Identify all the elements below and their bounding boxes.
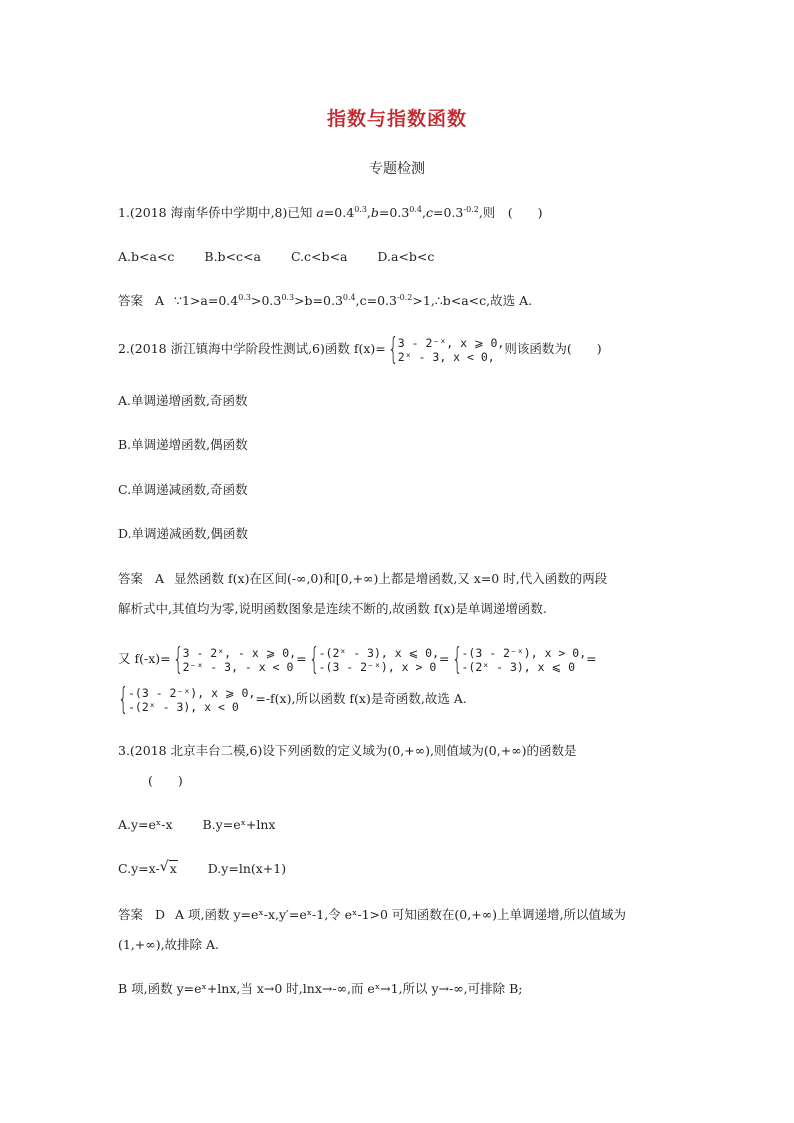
brace-symbol: { bbox=[451, 641, 463, 677]
q1-option-c: C.c<b<a bbox=[290, 249, 348, 264]
brace-symbol: { bbox=[387, 331, 399, 367]
q3-answer: 答案 D A 项,函数 y=eˣ-x,y′=eˣ-1,令 eˣ-1>0 可知函数在(0,+∞)上单调递增,所以值域为 bbox=[118, 907, 626, 922]
q3-stem-bracket: ( ) bbox=[148, 773, 183, 788]
q1-options bbox=[118, 248, 460, 266]
q3-stem: 3.(2018 北京丰台二模,6)设下列函数的定义域为(0,+∞),则值域为(0,+∞)的函数是 bbox=[118, 743, 577, 758]
q3-option-a: A.y=eˣ-x bbox=[118, 817, 173, 832]
q2-piecewise: 3 - 2⁻ˣ, x ⩾ 0, 2ˣ - 3, x < 0, bbox=[397, 335, 505, 364]
q1-answer: 答案 A $\because 1>a=0.4^{0.3}>0.3^{0.3}>b=0.3^{0.4},c=0.3^{-0.2}>1,\therefore b<a<c$,故选 A. bbox=[118, 293, 533, 308]
q3-option-b: B.y=eˣ+lnx bbox=[202, 817, 276, 832]
q2-answer-continued: 解析式中,其值均为零,说明函数图象是连续不断的,故函数 f(x)是单调递增函数. bbox=[118, 601, 547, 616]
q3-options-row-1 bbox=[118, 816, 301, 834]
q3-option-c: C.y=x- √ x bbox=[118, 859, 177, 876]
piecewise-step-2: -(2ˣ - 3), x ⩽ 0, -(3 - 2⁻ˣ), x > 0 bbox=[318, 645, 440, 674]
q2-option-a: A.单调递增函数,奇函数 bbox=[118, 393, 248, 408]
piecewise-step-4: -(3 - 2⁻ˣ), x ⩾ 0, -(2ˣ - 3), x < 0 bbox=[128, 685, 256, 714]
q2-answer: 答案 A 显然函数 f(x)在区间(-∞,0)和[0,+∞)上都是增函数,又 x=0 时,代入函数的两段 bbox=[118, 571, 608, 586]
q2-option-d: D.单调递减函数,偶函数 bbox=[118, 526, 249, 541]
q2-option-c: C.单调递减函数,奇函数 bbox=[118, 482, 248, 497]
q1-option-b: B.b<c<a bbox=[204, 249, 261, 264]
q2-stem: 2.(2018 浙江镇海中学阶段性测试,6)函数 f(x)={ 3 - 2⁻ˣ, x ⩾ 0, 2ˣ - 3, x < 0, 则该函数为( ) bbox=[118, 331, 602, 367]
q2-option-b: B.单调递增函数,偶函数 bbox=[118, 437, 248, 452]
brace-symbol: { bbox=[308, 641, 320, 677]
q1-stem: 1.(2018 海南华侨中学期中,8)已知 $a=0.4^{0.3},b=0.3^{0.4},c=0.3^{-0.2}$,则 ( ) bbox=[118, 205, 543, 220]
q3-options-row-2 bbox=[118, 860, 312, 878]
q2-derivation: 又 f(-x)={ 3 - 2ˣ, - x ⩾ 0, 2⁻ˣ - 3, - x < 0 ={ -(2ˣ - 3), x ⩽ 0, -(3 - 2⁻ˣ), x > 0 ={ -(3 - 2⁻ˣ), x > 0, -(2ˣ - 3), x ⩽ 0 = bbox=[118, 641, 597, 677]
piecewise-step-3: -(3 - 2⁻ˣ), x > 0, -(2ˣ - 3), x ⩽ 0 bbox=[461, 645, 587, 674]
sqrt-symbol: √ x bbox=[159, 859, 177, 876]
piecewise-step-1: 3 - 2ˣ, - x ⩾ 0, 2⁻ˣ - 3, - x < 0 bbox=[182, 645, 297, 674]
brace-symbol: { bbox=[172, 641, 184, 677]
page-title: 指数与指数函数 bbox=[326, 108, 467, 130]
q1-option-a: A.b<a<c bbox=[118, 249, 175, 264]
q3-answer-continued: (1,+∞),故排除 A. bbox=[118, 937, 220, 952]
q3-option-d: D.y=ln(x+1) bbox=[207, 861, 287, 876]
q1-option-d: D.a<b<c bbox=[377, 249, 435, 264]
page-subtitle: 专题检测 bbox=[369, 161, 425, 177]
q3-answer-option-b: B 项,函数 y=eˣ+lnx,当 x→0 时,lnx→-∞,而 eˣ→1,所以 y→-∞,可排除 B; bbox=[118, 981, 523, 996]
q2-derivation-conclusion: { -(3 - 2⁻ˣ), x ⩾ 0, -(2ˣ - 3), x < 0 =-f(x),所以函数 f(x)是奇函数,故选 A. bbox=[118, 681, 467, 717]
brace-symbol: { bbox=[118, 681, 129, 717]
